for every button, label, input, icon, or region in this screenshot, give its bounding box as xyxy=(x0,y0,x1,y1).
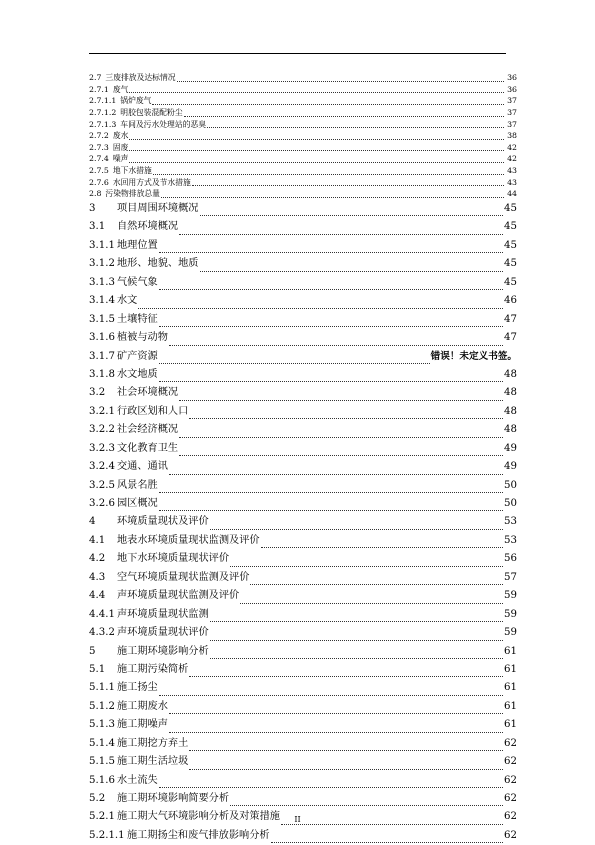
toc-entry-title: 水回用方式及节水措施 xyxy=(112,177,191,187)
toc-entry[interactable] xyxy=(89,218,517,236)
toc-entry[interactable] xyxy=(89,477,517,495)
toc-entry-page: 37 xyxy=(507,107,517,117)
toc-entry[interactable] xyxy=(89,72,517,84)
toc-entry-number: 2.7.3 xyxy=(89,142,109,152)
toc-entry-page: 45 xyxy=(504,239,517,251)
toc-entry-title: 空气环境质量现状监测及评价 xyxy=(117,571,250,583)
toc-entry[interactable] xyxy=(89,119,517,131)
toc-entry-page: 59 xyxy=(504,590,517,602)
toc-entry[interactable] xyxy=(89,348,517,366)
dot-leader xyxy=(179,234,503,235)
toc-entry[interactable] xyxy=(89,716,517,734)
toc-entry[interactable] xyxy=(89,95,517,107)
toc-entry-page: 36 xyxy=(507,84,517,94)
toc-entry-title: 施工期环境影响简要分析 xyxy=(117,793,230,805)
toc-entry[interactable] xyxy=(89,107,517,119)
toc-entry-title: 环境质量现状及评价 xyxy=(117,516,209,528)
toc-entry-title: 交通、通讯 xyxy=(117,461,168,473)
toc-entry[interactable] xyxy=(89,329,517,347)
toc-entry-number: 5.1.6 xyxy=(89,774,115,786)
toc-entry-title: 废水 xyxy=(112,131,129,141)
toc-entry-title: 施工期挖方弃土 xyxy=(117,737,189,749)
toc-entry-page: 61 xyxy=(504,645,517,657)
toc-entry-number: 5.1.3 xyxy=(89,719,115,731)
toc-entry[interactable] xyxy=(89,165,517,177)
toc-entry[interactable] xyxy=(89,153,517,165)
toc-entry[interactable] xyxy=(89,569,517,587)
toc-entry[interactable] xyxy=(89,237,517,255)
toc-entry-title: 自然环境概况 xyxy=(117,221,179,233)
toc-entry-title: 声环境质量现状监测及评价 xyxy=(117,590,240,602)
toc-entry-number: 5.2.1.1 xyxy=(89,829,125,841)
toc-small-section xyxy=(89,72,517,200)
toc-entry-title: 施工期污染简析 xyxy=(117,663,189,675)
toc-entry-title: 施工扬尘 xyxy=(117,682,158,694)
toc-entry-title: 施工期扬尘和废气排放影响分析 xyxy=(127,829,270,841)
toc-entry-page: 44 xyxy=(507,189,517,199)
toc-entry-number: 2.7.2 xyxy=(89,131,109,141)
toc-entry[interactable] xyxy=(89,513,517,531)
dot-leader xyxy=(230,566,503,567)
toc-entry-page: 59 xyxy=(504,627,517,639)
header-rule xyxy=(89,53,506,54)
toc-entry-title: 施工期大气环境影响分析及对策措施 xyxy=(117,811,280,823)
dot-leader xyxy=(184,116,504,117)
toc-entry[interactable] xyxy=(89,532,517,550)
toc-entry-page: 37 xyxy=(507,96,517,106)
toc-entry-number: 2.8 xyxy=(89,189,102,199)
toc-entry[interactable] xyxy=(89,384,517,402)
toc-entry-number: 3.1.6 xyxy=(89,332,115,344)
toc-entry[interactable] xyxy=(89,142,517,154)
table-of-contents xyxy=(89,72,517,845)
dot-leader xyxy=(210,529,503,530)
toc-entry-number: 5.1.2 xyxy=(89,700,115,712)
toc-entry-number: 3.2.5 xyxy=(89,479,115,491)
dot-leader xyxy=(271,842,503,843)
toc-entry-title: 施工期环境影响分析 xyxy=(117,645,209,657)
toc-entry-page: 45 xyxy=(504,258,517,270)
toc-entry-page: 37 xyxy=(507,119,517,129)
dot-leader xyxy=(129,162,504,163)
toc-large-section xyxy=(89,200,517,845)
dot-leader xyxy=(189,676,503,677)
toc-entry-title: 污染物排放总量 xyxy=(105,189,160,199)
toc-entry-title: 水文地质 xyxy=(117,368,158,380)
toc-entry-number: 2.7.5 xyxy=(89,166,109,176)
toc-entry[interactable] xyxy=(89,679,517,697)
toc-entry-number: 3.1.8 xyxy=(89,368,115,380)
toc-entry-page: 62 xyxy=(504,756,517,768)
toc-entry-page: 61 xyxy=(504,719,517,731)
toc-entry-page: 62 xyxy=(504,811,517,823)
toc-entry[interactable] xyxy=(89,587,517,605)
toc-entry-number: 3.1.1 xyxy=(89,239,115,251)
dot-leader xyxy=(189,750,503,751)
toc-entry-title: 地形、地貌、地质 xyxy=(117,258,199,270)
dot-leader xyxy=(159,326,503,327)
toc-entry-title: 气候气象 xyxy=(117,276,158,288)
toc-entry-title: 地表水环境质量现状监测及评价 xyxy=(117,534,260,546)
toc-entry-number: 3.1.7 xyxy=(89,350,115,362)
toc-entry[interactable] xyxy=(89,643,517,661)
toc-entry[interactable] xyxy=(89,84,517,96)
toc-entry-number: 5.1.1 xyxy=(89,682,115,694)
toc-entry-number: 3.1 xyxy=(89,221,106,233)
toc-entry-number: 5 xyxy=(89,645,96,657)
toc-entry-title: 声环境质量现状监测 xyxy=(117,608,209,620)
toc-entry[interactable] xyxy=(89,753,517,771)
toc-entry[interactable] xyxy=(89,606,517,624)
dot-leader xyxy=(152,104,504,105)
toc-entry-page: 47 xyxy=(504,332,517,344)
toc-entry[interactable] xyxy=(89,403,517,421)
toc-entry[interactable] xyxy=(89,440,517,458)
toc-entry[interactable] xyxy=(89,735,517,753)
toc-entry-title: 地理位置 xyxy=(117,239,158,251)
toc-entry[interactable] xyxy=(89,495,517,513)
toc-entry-page: 62 xyxy=(504,774,517,786)
toc-entry-number: 3 xyxy=(89,203,96,215)
toc-entry-page: 43 xyxy=(507,166,517,176)
toc-entry-number: 3.1.4 xyxy=(89,295,115,307)
dot-leader xyxy=(129,139,504,140)
toc-entry-number: 3.1.2 xyxy=(89,258,115,270)
toc-entry-page: 48 xyxy=(504,424,517,436)
toc-entry-error: 错误！未定义书签。 xyxy=(430,350,517,362)
toc-entry-number: 2.7.1 xyxy=(89,84,109,94)
toc-entry-page: 61 xyxy=(504,663,517,675)
dot-leader xyxy=(250,584,503,585)
dot-leader xyxy=(207,127,504,128)
toc-entry-number: 2.7.6 xyxy=(89,177,109,187)
toc-entry-title: 地下水措施 xyxy=(112,166,152,176)
toc-entry-page: 53 xyxy=(504,516,517,528)
toc-entry-number: 2.7 xyxy=(89,72,102,82)
toc-entry-page: 59 xyxy=(504,608,517,620)
dot-leader xyxy=(159,252,503,253)
toc-entry[interactable] xyxy=(89,790,517,808)
toc-entry-number: 3.2.6 xyxy=(89,498,115,510)
toc-entry-title: 废气 xyxy=(112,84,129,94)
toc-entry-page: 50 xyxy=(504,498,517,510)
toc-entry-number: 5.1.5 xyxy=(89,756,115,768)
toc-entry-title: 园区概况 xyxy=(117,498,158,510)
toc-entry-number: 5.2.1 xyxy=(89,811,115,823)
toc-entry[interactable] xyxy=(89,827,517,845)
toc-entry-title: 锅炉废气 xyxy=(120,96,152,106)
dot-leader xyxy=(159,289,503,290)
dot-leader xyxy=(159,787,503,788)
page-number: II xyxy=(294,815,301,824)
toc-entry-page: 45 xyxy=(504,203,517,215)
dot-leader xyxy=(169,345,503,346)
toc-entry-number: 3.2.3 xyxy=(89,442,115,454)
toc-entry[interactable] xyxy=(89,292,517,310)
toc-entry-title: 施工期废水 xyxy=(117,700,168,712)
toc-entry-title: 施工期噪声 xyxy=(117,719,168,731)
toc-entry-page: 62 xyxy=(504,737,517,749)
toc-entry-title: 水文 xyxy=(117,295,138,307)
toc-entry-title: 社会经济概况 xyxy=(117,424,179,436)
toc-entry-page: 42 xyxy=(507,154,517,164)
dot-leader xyxy=(200,215,504,216)
toc-entry[interactable] xyxy=(89,255,517,273)
dot-leader xyxy=(281,824,503,825)
toc-entry-page: 48 xyxy=(504,368,517,380)
dot-leader xyxy=(169,474,503,475)
toc-entry-title: 车间及污水处理站的恶臭 xyxy=(120,119,207,129)
toc-entry-number: 3.2.2 xyxy=(89,424,115,436)
toc-entry[interactable] xyxy=(89,311,517,329)
toc-entry-page: 57 xyxy=(504,571,517,583)
toc-entry-number: 4.4.1 xyxy=(89,608,115,620)
toc-entry-number: 3.2 xyxy=(89,387,106,399)
toc-entry-page: 45 xyxy=(504,221,517,233)
toc-entry-title: 地下水环境质量现状评价 xyxy=(117,553,230,565)
toc-entry-page: 38 xyxy=(507,131,517,141)
toc-entry-page: 61 xyxy=(504,700,517,712)
dot-leader xyxy=(159,381,503,382)
toc-entry[interactable] xyxy=(89,458,517,476)
toc-entry[interactable] xyxy=(89,661,517,679)
dot-leader xyxy=(129,92,504,93)
toc-entry-number: 5.2 xyxy=(89,793,106,805)
toc-entry-number: 2.7.1.2 xyxy=(89,107,117,117)
dot-leader xyxy=(177,81,504,82)
toc-entry-page: 50 xyxy=(504,479,517,491)
dot-leader xyxy=(192,185,504,186)
toc-entry-title: 声环境质量现状评价 xyxy=(117,627,209,639)
toc-entry[interactable] xyxy=(89,772,517,790)
dot-leader xyxy=(159,695,503,696)
dot-leader xyxy=(179,437,503,438)
toc-entry-page: 36 xyxy=(507,72,517,82)
dot-leader xyxy=(179,455,503,456)
dot-leader xyxy=(189,418,503,419)
toc-entry-title: 土壤特征 xyxy=(117,313,158,325)
dot-leader xyxy=(169,713,503,714)
toc-entry-title: 项目周围环境概况 xyxy=(117,203,199,215)
dot-leader xyxy=(159,363,430,364)
toc-entry-title: 植被与动物 xyxy=(117,332,168,344)
toc-entry-number: 2.7.4 xyxy=(89,154,109,164)
toc-entry-page: 49 xyxy=(504,442,517,454)
dot-leader xyxy=(210,658,503,659)
toc-entry-page: 47 xyxy=(504,313,517,325)
toc-entry[interactable] xyxy=(89,421,517,439)
dot-leader xyxy=(169,732,503,733)
toc-entry-page: 43 xyxy=(507,177,517,187)
toc-entry[interactable] xyxy=(89,274,517,292)
dot-leader xyxy=(129,150,504,151)
dot-leader xyxy=(153,174,504,175)
dot-leader xyxy=(161,197,504,198)
toc-entry[interactable] xyxy=(89,550,517,568)
toc-entry-page: 56 xyxy=(504,553,517,565)
dot-leader xyxy=(261,547,503,548)
toc-entry-page: 62 xyxy=(504,793,517,805)
toc-entry-title: 固废 xyxy=(112,142,129,152)
toc-entry-number: 3.1.3 xyxy=(89,276,115,288)
dot-leader xyxy=(159,492,503,493)
dot-leader xyxy=(240,603,503,604)
toc-entry-title: 水土流失 xyxy=(117,774,158,786)
toc-entry-number: 2.7.1.1 xyxy=(89,96,117,106)
toc-entry-page: 46 xyxy=(504,295,517,307)
toc-entry-title: 文化教育卫生 xyxy=(117,442,179,454)
toc-entry-title: 施工期生活垃圾 xyxy=(117,756,189,768)
toc-entry[interactable] xyxy=(89,188,517,200)
toc-entry-title: 三废排放及达标情况 xyxy=(105,72,176,82)
toc-entry-number: 2.7.1.3 xyxy=(89,119,117,129)
dot-leader xyxy=(200,271,504,272)
dot-leader xyxy=(179,400,503,401)
toc-entry[interactable] xyxy=(89,177,517,189)
toc-entry-page: 49 xyxy=(504,461,517,473)
toc-entry-page: 48 xyxy=(504,405,517,417)
toc-entry-title: 矿产资源 xyxy=(117,350,158,362)
dot-leader xyxy=(210,621,503,622)
dot-leader xyxy=(210,640,503,641)
toc-entry[interactable] xyxy=(89,130,517,142)
toc-entry-number: 4.2 xyxy=(89,553,106,565)
toc-entry-title: 风景名胜 xyxy=(117,479,158,491)
toc-entry-number: 3.1.5 xyxy=(89,313,115,325)
toc-entry-number: 4.3 xyxy=(89,571,106,583)
toc-entry[interactable] xyxy=(89,366,517,384)
toc-entry-number: 3.2.4 xyxy=(89,461,115,473)
toc-entry-title: 行政区划和人口 xyxy=(117,405,189,417)
dot-leader xyxy=(189,769,503,770)
toc-entry-title: 明胶包装混配粉尘 xyxy=(120,107,183,117)
toc-entry[interactable] xyxy=(89,624,517,642)
toc-entry-page: 45 xyxy=(504,276,517,288)
toc-entry-number: 5.1.4 xyxy=(89,737,115,749)
toc-entry-number: 4.3.2 xyxy=(89,627,115,639)
toc-entry-number: 4.1 xyxy=(89,534,106,546)
toc-entry-number: 3.2.1 xyxy=(89,405,115,417)
toc-entry-page: 42 xyxy=(507,142,517,152)
toc-entry[interactable] xyxy=(89,200,517,218)
dot-leader xyxy=(230,805,503,806)
toc-entry-title: 社会环境概况 xyxy=(117,387,179,399)
dot-leader xyxy=(138,308,503,309)
toc-entry-page: 48 xyxy=(504,387,517,399)
toc-entry[interactable] xyxy=(89,698,517,716)
toc-entry-number: 4.4 xyxy=(89,590,106,602)
toc-entry-number: 4 xyxy=(89,516,96,528)
dot-leader xyxy=(159,510,503,511)
toc-entry-number: 5.1 xyxy=(89,663,106,675)
toc-entry-page: 62 xyxy=(504,829,517,841)
toc-entry-title: 噪声 xyxy=(112,154,129,164)
toc-entry-page: 61 xyxy=(504,682,517,694)
toc-entry-page: 53 xyxy=(504,534,517,546)
